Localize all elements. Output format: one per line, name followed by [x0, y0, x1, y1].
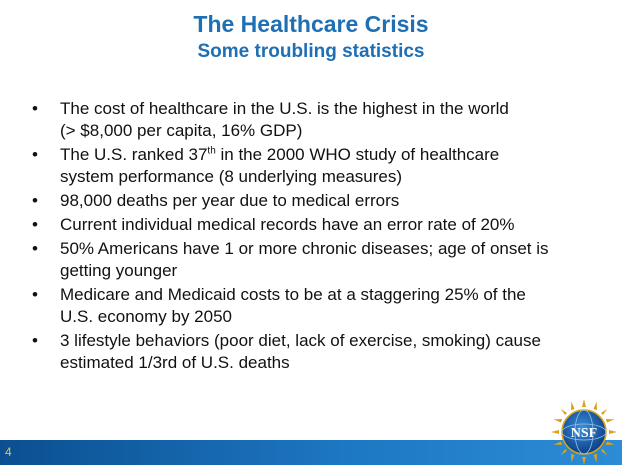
bullet-list	[32, 98, 607, 376]
bullet-text: 3 lifestyle behaviors (poor diet, lack of exercise, smoking) cause	[60, 331, 541, 350]
slide-subtitle: Some troubling statistics	[197, 41, 425, 62]
bullet-text: The U.S. ranked 37	[60, 145, 208, 164]
bullet-item	[32, 190, 607, 212]
bullet-marker: •	[32, 285, 38, 304]
bullet-text: in the 2000 WHO study of healthcare	[215, 145, 500, 164]
page-number: 4	[5, 445, 12, 459]
bullet-item	[32, 214, 607, 236]
logo-text: NSF	[570, 426, 598, 441]
bullet-text: 50% Americans have 1 or more chronic diseases; age of onset is	[60, 239, 549, 258]
bullet-item	[32, 98, 607, 142]
bullet-text: (> $8,000 per capita, 16% GDP)	[60, 121, 303, 140]
bullet-marker: •	[32, 215, 38, 234]
title-block	[0, 10, 622, 65]
bullet-item	[32, 330, 607, 374]
bullet-text: system performance (8 underlying measures)	[60, 167, 403, 186]
bullet-text: 98,000 deaths per year due to medical errors	[60, 191, 400, 210]
bullet-item	[32, 144, 607, 188]
bullet-marker: •	[32, 239, 38, 258]
bullet-marker: •	[32, 191, 38, 210]
footer-bar	[0, 440, 622, 465]
bullet-superscript: th	[207, 145, 216, 157]
bullet-marker: •	[32, 145, 38, 164]
bullet-text: Medicare and Medicaid costs to be at a staggering 25% of the	[60, 285, 526, 304]
bullet-item	[32, 284, 607, 328]
bullet-text: estimated 1/3rd of U.S. deaths	[60, 353, 290, 372]
bullet-marker: •	[32, 331, 38, 350]
bullet-text: getting younger	[60, 261, 178, 280]
bullet-text: The cost of healthcare in the U.S. is the highest in the world	[60, 99, 509, 118]
bullet-marker: •	[32, 99, 38, 118]
slide-title: The Healthcare Crisis	[193, 11, 429, 37]
nsf-logo-icon	[550, 398, 618, 466]
bullet-text: U.S. economy by 2050	[60, 307, 232, 326]
bullet-text: Current individual medical records have an error rate of 20%	[60, 215, 515, 234]
bullet-item	[32, 238, 607, 282]
